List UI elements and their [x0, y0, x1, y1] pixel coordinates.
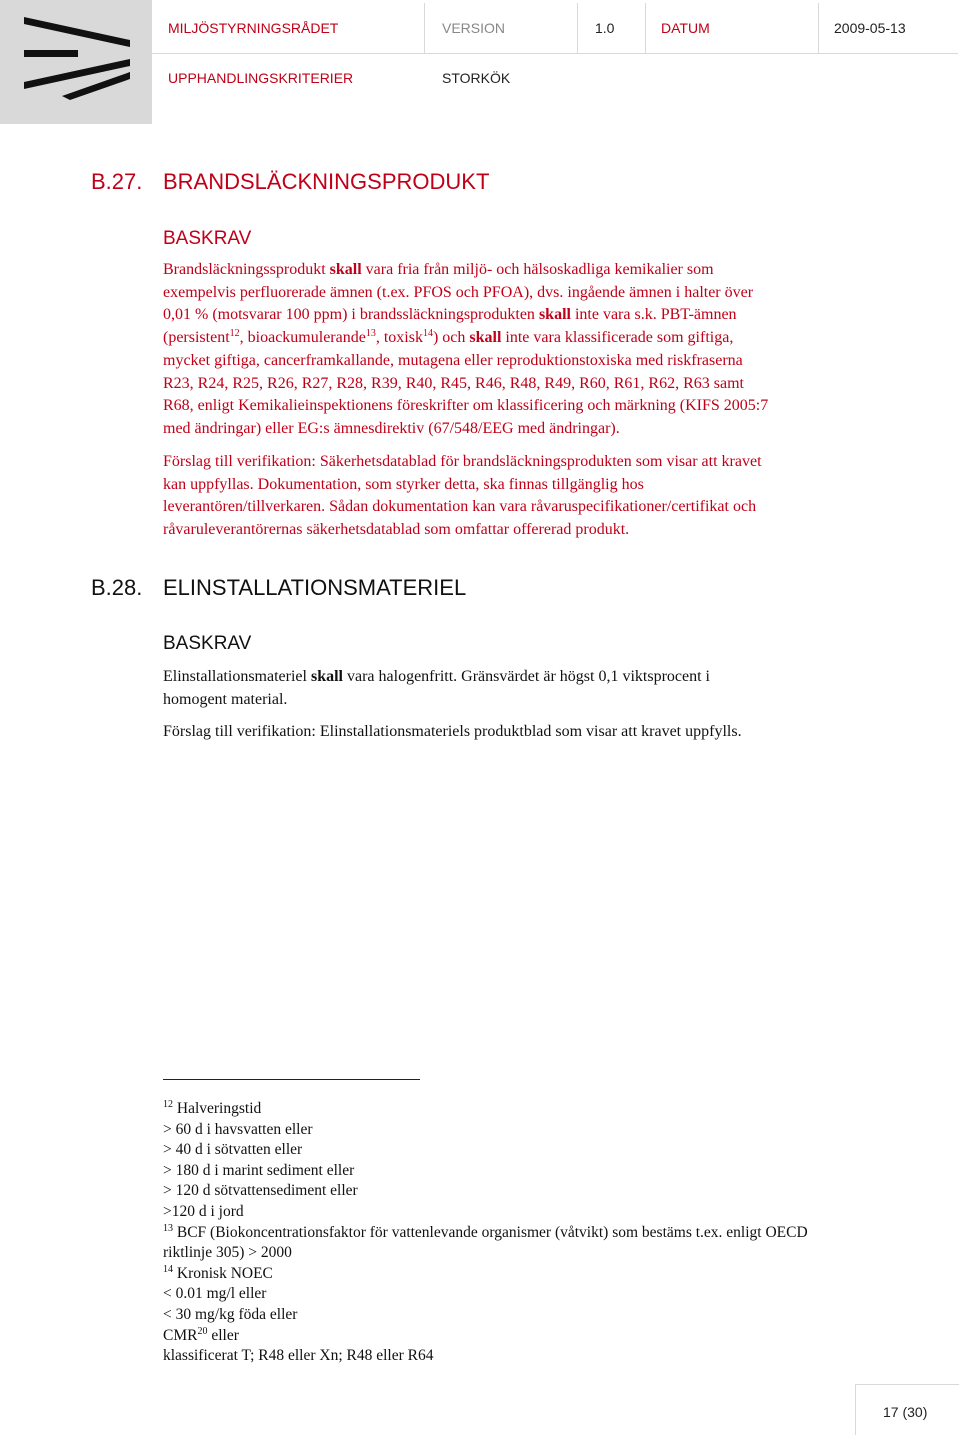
section-subhead: BASKRAV	[163, 228, 252, 249]
section-number: B.27.	[91, 169, 143, 194]
footnote-13: $^{13}$ BCF (Biokoncentrationsfaktor för vattenlevande organismer (våtvikt) som bestäms t.ex. enligt OECD	[163, 1222, 808, 1241]
logo-panel	[0, 0, 152, 124]
section-subhead: BASKRAV	[163, 633, 252, 654]
header-divider	[577, 3, 578, 53]
footnote-ref: 13	[365, 328, 376, 340]
page-number: 17 (30)	[883, 1404, 928, 1420]
section-title: ELINSTALLATIONSMATERIEL	[163, 575, 467, 600]
header-version-value: 1.0	[595, 20, 615, 36]
footnote-ref: 14	[422, 328, 433, 340]
header-org: MILJÖSTYRNINGSRÅDET	[168, 20, 339, 36]
header-divider	[424, 3, 425, 53]
header-date-label: DATUM	[661, 20, 710, 36]
requirement-paragraph: Brandsläckningssprodukt skall vara fria från miljö- och hälsoskadliga kemikalier som exempelvis perfluorerade ämnen (t.ex. PFOS och PFOA), dvs. ingående ämnen i halter över 0,01 % (motsvarar 100 ppm) i brandssläckningsprodukten skall inte vara s.k. PBT-ämnen (persistent$^{12}$, bioackumulerande$^{13}$, toxisk$^{14}$) och skall inte vara klassificerade som giftiga, mycket giftiga, cancerframkallande, mutagena eller reproduktionstoxiska med riskfraserna R23, R24, R25, R26, R27, R28, R39, R40, R45, R46, R48, R49, R60, R61, R62, R63 samt R68, enligt Kemikalieinspektionens föreskrifter om klassificering och märkning (KIFS 2005:7 med ändringar) eller EG:s ämnesdirektiv (67/548/EEG med ändringar).	[163, 261, 769, 437]
requirement-paragraph: Elinstallationsmateriel skall vara halogenfritt. Gränsvärdet är högst 0,1 viktsprocent i homogent material.	[163, 668, 710, 708]
header-divider	[645, 3, 646, 53]
section-title: BRANDSLÄCKNINGSPRODUKT	[163, 169, 490, 194]
header-divider	[818, 3, 819, 53]
footnote-14: $^{14}$ Kronisk NOEC	[163, 1263, 273, 1282]
document-header	[152, 0, 958, 124]
header-doc-type: UPPHANDLINGSKRITERIER	[168, 70, 354, 86]
footnote-separator	[163, 1079, 420, 1080]
footnote-12: $^{12}$ Halveringstid	[163, 1099, 262, 1117]
header-row-bottom	[152, 53, 958, 103]
verification-paragraph: Förslag till verifikation: Säkerhetsdatablad för brandsläckningsprodukten som visar att kravet kan uppfyllas. Dokumentation, som styrker detta, ska finnas tillgänglig hos leverantören/tillverkaren. Sådan dokumentation kan vara råvaruspecifikationer/certifikat och råvaruleverantörernas säkerhetsdatablad som omfattar offererad produkt.	[163, 453, 762, 539]
miljostyrningsradet-logo-icon	[18, 12, 136, 108]
header-category: STORKÖK	[442, 70, 511, 86]
header-version-label: VERSION	[442, 20, 506, 36]
section-number: B.28.	[91, 575, 143, 600]
header-date-value: 2009-05-13	[834, 20, 906, 36]
header-row-top	[152, 3, 958, 54]
page-number-box	[855, 1384, 959, 1435]
verification-paragraph: Förslag till verifikation: Elinstallationsmateriels produktblad som visar att kravet uppfylls.	[163, 723, 742, 740]
footnotes: $^{12}$ Halveringstid > 60 d i havsvatten eller > 40 d i sötvatten eller > 180 d i marint sediment eller > 120 d sötvattensediment eller >120 d i jord $^{13}$ BCF (Biokoncentrationsfaktor för vattenlevande organismer (våtvikt) som bestäms t.ex. enligt OECD riktlinje 305) > 2000 $^{14}$ Kronisk NOEC < 0.01 mg/l eller < 30 mg/kg föda eller CMR$^{20}$ eller klassificerat T; R48 eller Xn; R48 eller R64	[163, 1099, 808, 1365]
footnote-ref: 12	[229, 328, 240, 340]
